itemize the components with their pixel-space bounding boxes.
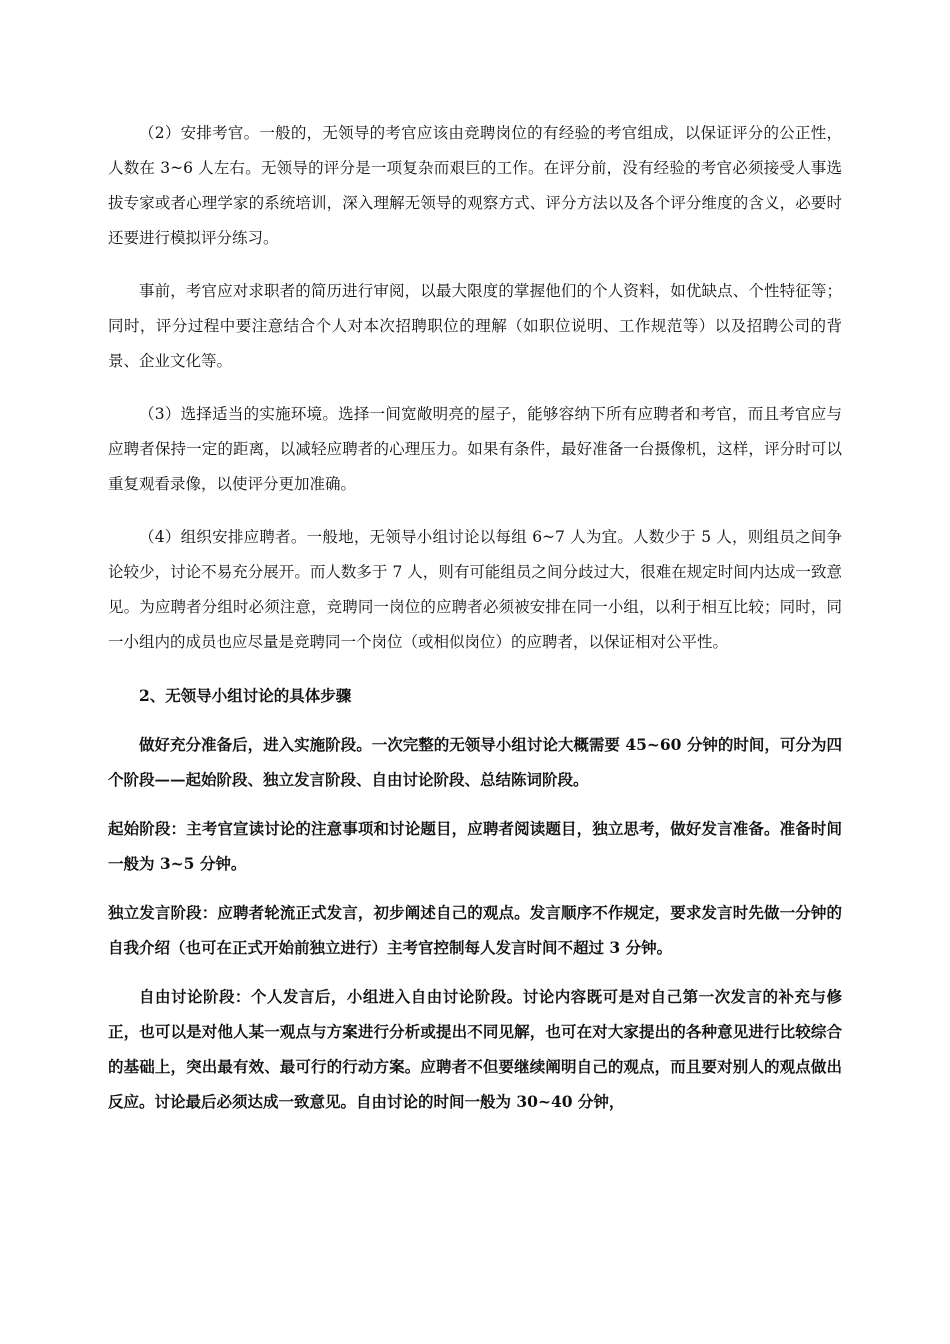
paragraph-organize-candidates: （4）组织安排应聘者。一般地，无领导小组讨论以每组 6~7 人为宜。人数少于 5 人，则组员之间争论较少，讨论不易充分展开。而人数多于 7 人，则有可能组员之间分歧过大，很难在规定时间内达成一致意见。为应聘者分组时必须注意，竞聘同一岗位的应聘者必须被安排在同一小组，以利于相互比较；同时，同一小组内的成员也应尽量是竞聘同一个岗位（或相似岗位）的应聘者，以保证相对公平性。 [108, 528, 842, 651]
paragraph-implementation: 做好充分准备后，进入实施阶段。一次完整的无领导小组讨论大概需要 45~60 分钟的时间，可分为四个阶段——起始阶段、独立发言阶段、自由讨论阶段、总结陈词阶段。 [108, 735, 842, 789]
section-heading-steps: 2、无领导小组讨论的具体步骤 [139, 686, 352, 705]
paragraph-arrange-examiners: （2）安排考官。一般的，无领导的考官应该由竞聘岗位的有经验的考官组成，以保证评分的公正性，人数在 3~6 人左右。无领导的评分是一项复杂而艰巨的工作。在评分前，没有经验的考官必须接受人事选拔专家或者心理学家的系统培训，深入理解无领导的观察方式、评分方法以及各个评分维度的含义，必要时还要进行模拟评分练习。 [108, 124, 842, 247]
paragraph-start-stage: 起始阶段：主考官宣读讨论的注意事项和讨论题目，应聘者阅读题目，独立思考，做好发言准备。准备时间一般为 3~5 分钟。 [108, 819, 842, 873]
paragraph-review-resumes: 事前，考官应对求职者的简历进行审阅，以最大限度的掌握他们的个人资料，如优缺点、个性特征等；同时，评分过程中要注意结合个人对本次招聘职位的理解（如职位说明、工作规范等）以及招聘公司的背景、企业文化等。 [108, 282, 842, 370]
paragraph-independent-speech: 独立发言阶段：应聘者轮流正式发言，初步阐述自己的观点。发言顺序不作规定，要求发言时先做一分钟的自我介绍（也可在正式开始前独立进行）主考官控制每人发言时间不超过 3 分钟。 [108, 903, 842, 957]
document-page [108, 116, 842, 1119]
paragraph-free-discussion: 自由讨论阶段：个人发言后，小组进入自由讨论阶段。讨论内容既可是对自己第一次发言的补充与修正，也可以是对他人某一观点与方案进行分析或提出不同见解，也可在对大家提出的各种意见进行比较综合的基础上，突出最有效、最可行的行动方案。应聘者不但要继续阐明自己的观点，而且要对别人的观点做出反应。讨论最后必须达成一致意见。自由讨论的时间一般为 30~40 分钟， [108, 987, 842, 1111]
paragraph-environment: （3）选择适当的实施环境。选择一间宽敞明亮的屋子，能够容纳下所有应聘者和考官，而且考官应与应聘者保持一定的距离，以减轻应聘者的心理压力。如果有条件，最好准备一台摄像机，这样，评分时可以重复观看录像，以使评分更加准确。 [108, 405, 842, 493]
